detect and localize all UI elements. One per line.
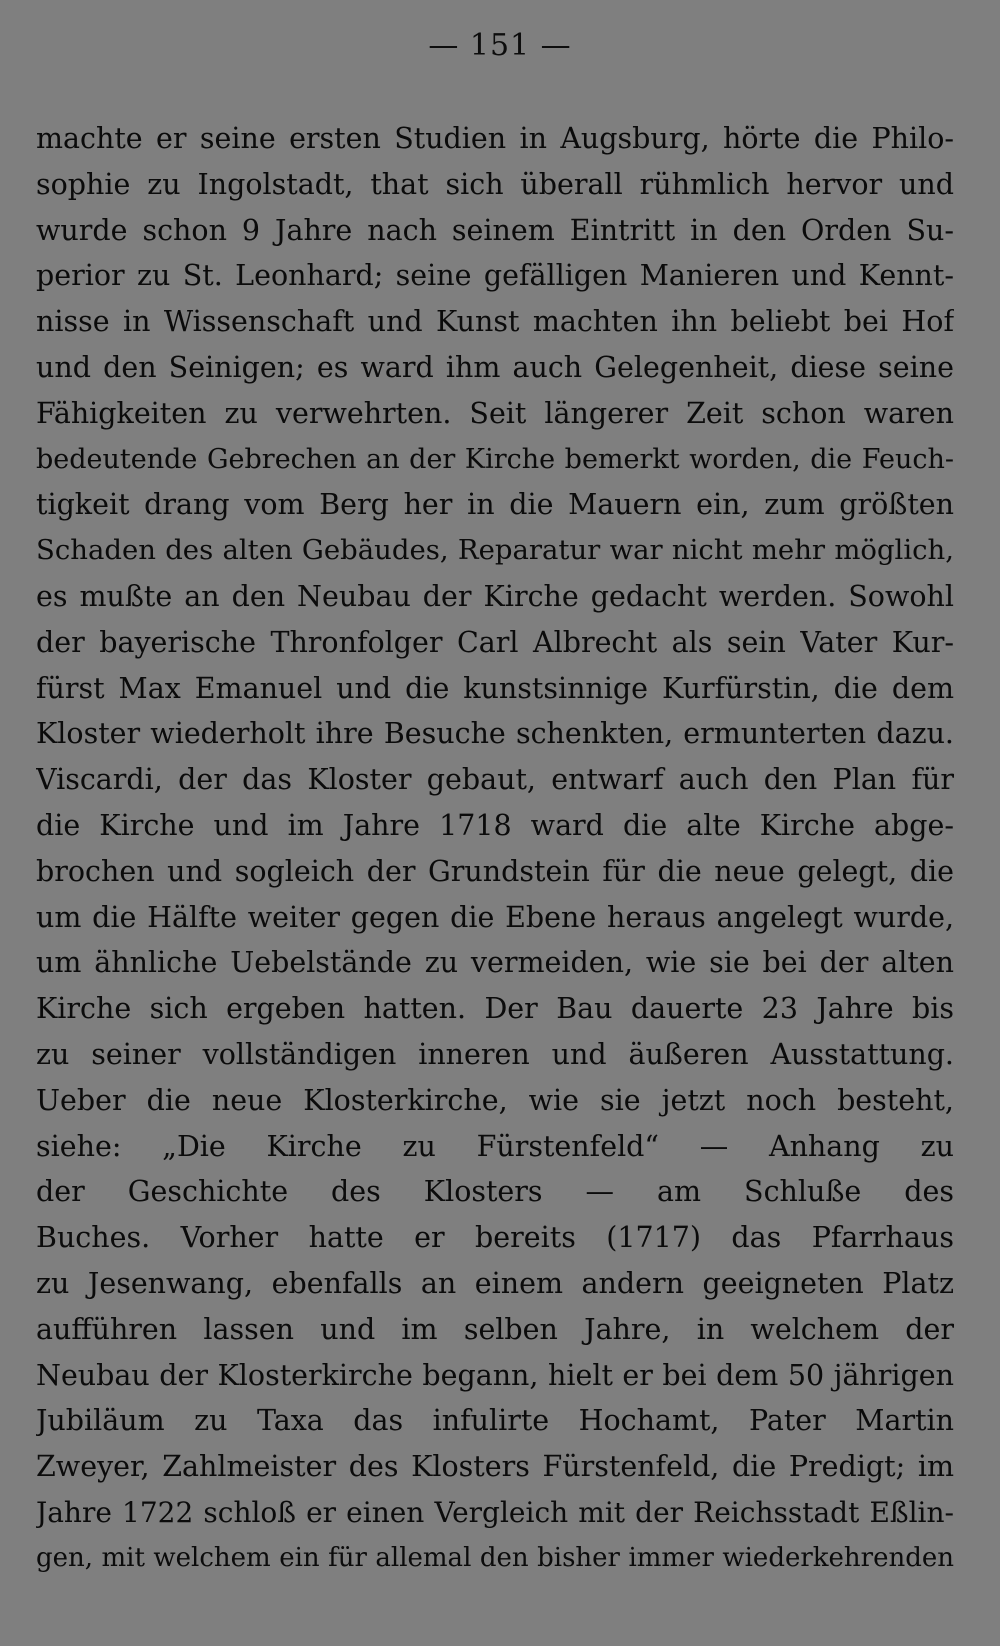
text-line: siehe: „Die Kirche zu Fürstenfeld“ — Anhang zu [36,1129,954,1163]
page-number: — 151 — [428,28,572,63]
text-line: Kirche sich ergeben hatten. Der Bau dauerte 23 Jahre bis [36,992,954,1026]
text-line: Buches. Vorher hatte er bereits (1717) das Pfarrhaus [36,1221,954,1255]
text-line: tigkeit drang vom Berg her in die Mauern ein, zum größten [36,488,954,522]
text-line: Viscardi, der das Kloster gebaut, entwarf auch den Plan für [36,763,954,797]
body-text [36,116,954,1582]
text-line: um die Hälfte weiter gegen die Ebene heraus angelegt wurde, [36,900,954,934]
text-line: Kloster wiederholt ihre Besuche schenkten, ermunterten dazu. [36,717,954,751]
text-line: und den Seinigen; es ward ihm auch Gelegenheit, diese seine [36,350,954,384]
text-line: Jubiläum zu Taxa das infulirte Hochamt, Pater Martin [36,1404,954,1438]
text-line: sophie zu Ingolstadt, that sich überall rühmlich hervor und [36,167,954,201]
text-line: Ueber die neue Klosterkirche, wie sie jetzt noch besteht, [36,1083,954,1117]
text-line: fürst Max Emanuel und die kunstsinnige Kurfürstin, die dem [36,671,954,705]
text-line: aufführen lassen und im selben Jahre, in welchem der [36,1312,954,1346]
text-line: die Kirche und im Jahre 1718 ward die alte Kirche abge- [36,808,954,842]
text-line: Neubau der Klosterkirche begann, hielt er bei dem 50 jährigen [36,1358,954,1392]
text-line: machte er seine ersten Studien in Augsburg, hörte die Philo- [36,122,954,155]
text-line: Zweyer, Zahlmeister des Klosters Fürstenfeld, die Predigt; im [36,1450,954,1484]
text-line: der Geschichte des Klosters — am Schluße des [36,1175,954,1209]
text-line: es mußte an den Neubau der Kirche gedacht werden. Sowohl [36,579,954,613]
text-line: Schaden des alten Gebäudes, Reparatur war nicht mehr möglich, [36,534,954,567]
text-line: zu seiner vollständigen inneren und äußeren Ausstattung. [36,1037,954,1071]
text-line: wurde schon 9 Jahre nach seinem Eintritt in den Orden Su- [36,213,954,247]
text-line: perior zu St. Leonhard; seine gefälligen Manieren und Kennt- [36,259,954,293]
text-line: gen, mit welchem ein für allemal den bisher immer wiederkehrenden [36,1542,954,1573]
text-line: der bayerische Thronfolger Carl Albrecht als sein Vater Kur- [36,625,954,659]
text-line: um ähnliche Uebelstände zu vermeiden, wie sie bei der alten [36,946,954,980]
text-line: brochen und sogleich der Grundstein für die neue gelegt, die [36,854,954,888]
text-line: nisse in Wissenschaft und Kunst machten ihn beliebt bei Hof [36,305,954,339]
text-line: Fähigkeiten zu verwehrten. Seit längerer Zeit schon waren [36,396,954,430]
text-line: bedeutende Gebrechen an der Kirche bemerkt worden, die Feuch- [36,443,954,475]
text-line: zu Jesenwang, ebenfalls an einem andern geeigneten Platz [36,1266,954,1300]
text-line: Jahre 1722 schloß er einen Vergleich mit der Reichsstadt Eßlin- [36,1495,954,1529]
